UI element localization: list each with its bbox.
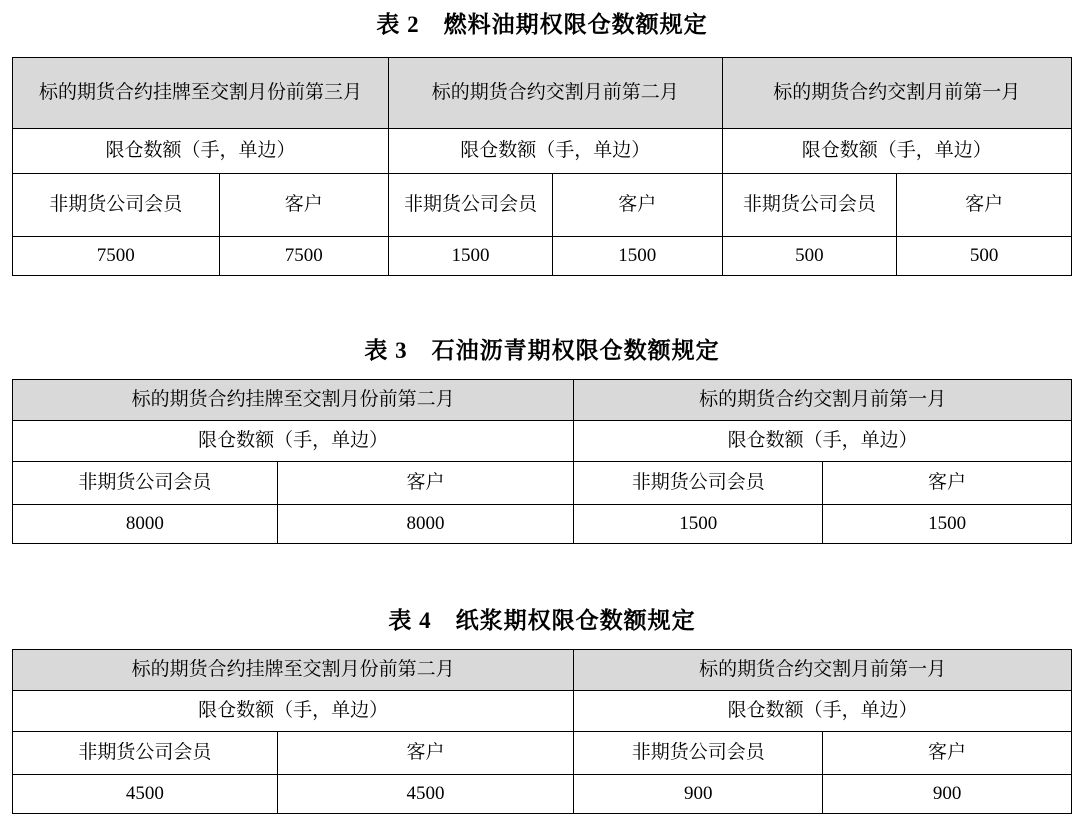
table-4-subheader-0: 限仓数额（手，单边）	[13, 691, 574, 732]
table-2-column-2: 非期货公司会员	[388, 174, 552, 237]
table-row	[13, 58, 1072, 129]
table-2-caption	[0, 6, 1084, 39]
table-3-subheader-1: 限仓数额（手，单边）	[574, 421, 1072, 462]
table-4-value-1: 4500	[277, 775, 574, 814]
table-row	[13, 462, 1072, 505]
table-4-header-0: 标的期货合约挂牌至交割月份前第二月	[13, 650, 574, 691]
table-3-header-0: 标的期货合约挂牌至交割月份前第二月	[13, 380, 574, 421]
table-row	[13, 129, 1072, 174]
table-row	[13, 237, 1072, 276]
table-2-value-4: 500	[722, 237, 897, 276]
table-row	[13, 421, 1072, 462]
table-2-subheader-0: 限仓数额（手，单边）	[13, 129, 389, 174]
table-4-column-0: 非期货公司会员	[13, 732, 278, 775]
table-3-column-0: 非期货公司会员	[13, 462, 278, 505]
table-4-subheader-1: 限仓数额（手，单边）	[574, 691, 1072, 732]
table-2-column-3: 客户	[553, 174, 722, 237]
table-2-header-0: 标的期货合约挂牌至交割月份前第三月	[13, 58, 389, 129]
table-4-value-2: 900	[574, 775, 823, 814]
table-2-value-1: 7500	[219, 237, 388, 276]
table-block-2	[0, 6, 1084, 276]
table-2-caption-number: 表 2	[376, 12, 420, 37]
table-2-header-1: 标的期货合约交割月前第二月	[388, 58, 722, 129]
table-3-column-3: 客户	[823, 462, 1072, 505]
document-page	[0, 6, 1084, 814]
table-2-value-3: 1500	[553, 237, 722, 276]
table-4-caption	[0, 602, 1084, 635]
table-row	[13, 174, 1072, 237]
table-3-value-0: 8000	[13, 505, 278, 544]
table-4	[12, 649, 1072, 814]
table-2-value-0: 7500	[13, 237, 220, 276]
table-4-caption-number: 表 4	[388, 608, 432, 633]
table-3-caption-title: 石油沥青期权限仓数额规定	[431, 338, 720, 363]
table-3-value-1: 8000	[277, 505, 574, 544]
table-row	[13, 505, 1072, 544]
table-2-column-1: 客户	[219, 174, 388, 237]
table-row	[13, 732, 1072, 775]
table-3-column-2: 非期货公司会员	[574, 462, 823, 505]
table-2-header-2: 标的期货合约交割月前第一月	[722, 58, 1071, 129]
table-2-column-5: 客户	[897, 174, 1072, 237]
table-4-value-0: 4500	[13, 775, 278, 814]
table-2-subheader-1: 限仓数额（手，单边）	[388, 129, 722, 174]
table-row	[13, 691, 1072, 732]
table-4-column-3: 客户	[823, 732, 1072, 775]
table-3-column-1: 客户	[277, 462, 574, 505]
table-2-value-2: 1500	[388, 237, 552, 276]
spacer	[0, 544, 1084, 602]
table-2	[12, 57, 1072, 276]
spacer	[0, 276, 1084, 332]
table-4-caption-title: 纸浆期权限仓数额规定	[455, 608, 696, 633]
table-2-subheader-2: 限仓数额（手，单边）	[722, 129, 1071, 174]
table-block-4	[0, 602, 1084, 814]
table-block-3	[0, 332, 1084, 544]
table-4-column-2: 非期货公司会员	[574, 732, 823, 775]
table-4-header-1: 标的期货合约交割月前第一月	[574, 650, 1072, 691]
table-2-caption-title: 燃料油期权限仓数额规定	[443, 12, 708, 37]
table-3	[12, 379, 1072, 544]
table-3-subheader-0: 限仓数额（手，单边）	[13, 421, 574, 462]
table-row	[13, 775, 1072, 814]
table-4-value-3: 900	[823, 775, 1072, 814]
table-3-value-2: 1500	[574, 505, 823, 544]
table-3-caption-number: 表 3	[364, 338, 408, 363]
table-3-header-1: 标的期货合约交割月前第一月	[574, 380, 1072, 421]
table-2-column-4: 非期货公司会员	[722, 174, 897, 237]
table-row	[13, 650, 1072, 691]
table-2-column-0: 非期货公司会员	[13, 174, 220, 237]
table-3-caption	[0, 332, 1084, 365]
table-4-column-1: 客户	[277, 732, 574, 775]
table-row	[13, 380, 1072, 421]
table-2-value-5: 500	[897, 237, 1072, 276]
table-3-value-3: 1500	[823, 505, 1072, 544]
